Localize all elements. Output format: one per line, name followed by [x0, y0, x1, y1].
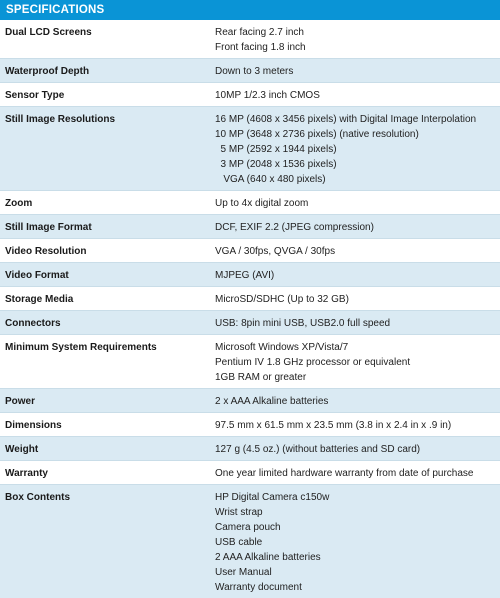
spec-row: [0, 191, 500, 215]
spec-value: 10MP 1/2.3 inch CMOS: [215, 90, 320, 101]
spec-value: 16 MP (4608 x 3456 pixels) with Digital Image Interpolation: [215, 114, 477, 125]
spec-values: [215, 442, 500, 457]
spec-values: [215, 466, 500, 481]
spec-value: Front facing 1.8 inch: [215, 42, 306, 53]
spec-row: [0, 461, 500, 485]
spec-value: USB cable: [215, 537, 263, 548]
spec-value: Down to 3 meters: [215, 66, 294, 77]
spec-value: Warranty document: [215, 582, 302, 593]
spec-row: [0, 311, 500, 335]
spec-row: [0, 485, 500, 598]
spec-values: [215, 418, 500, 433]
spec-values: [215, 340, 500, 385]
spec-value: Wrist strap: [215, 507, 263, 518]
spec-label: Still Image Format: [5, 222, 92, 233]
spec-values: [215, 316, 500, 331]
spec-row: [0, 215, 500, 239]
spec-value: 127 g (4.5 oz.) (without batteries and SD card): [215, 444, 421, 455]
spec-value: Camera pouch: [215, 522, 281, 533]
spec-value: User Manual: [215, 567, 272, 578]
spec-row: [0, 263, 500, 287]
spec-values: [215, 268, 500, 283]
spec-values: [215, 112, 500, 187]
spec-table: [0, 20, 500, 598]
spec-values: [215, 64, 500, 79]
spec-value: Pentium IV 1.8 GHz processor or equivalent: [215, 357, 411, 368]
spec-value: Microsoft Windows XP/Vista/7: [215, 342, 349, 353]
spec-label: Dimensions: [5, 420, 62, 431]
spec-value: DCF, EXIF 2.2 (JPEG compression): [215, 222, 374, 233]
spec-row: [0, 107, 500, 191]
spec-label: Sensor Type: [5, 90, 65, 101]
spec-value: 3 MP (2048 x 1536 pixels): [215, 159, 337, 170]
spec-values: [215, 220, 500, 235]
spec-row: [0, 335, 500, 389]
spec-value: 5 MP (2592 x 1944 pixels): [215, 144, 337, 155]
spec-values: [215, 490, 500, 595]
spec-row: [0, 59, 500, 83]
specifications-title: SPECIFICATIONS: [6, 4, 105, 16]
spec-label: Zoom: [5, 198, 33, 209]
spec-values: [215, 25, 500, 55]
spec-values: [215, 196, 500, 211]
spec-values: [215, 292, 500, 307]
spec-value: 2 x AAA Alkaline batteries: [215, 396, 329, 407]
spec-row: [0, 413, 500, 437]
spec-label: Waterproof Depth: [5, 66, 90, 77]
spec-value: MicroSD/SDHC (Up to 32 GB): [215, 294, 349, 305]
spec-label: Warranty: [5, 468, 48, 479]
spec-row: [0, 287, 500, 311]
spec-label: Minimum System Requirements: [5, 342, 157, 353]
spec-value: Rear facing 2.7 inch: [215, 27, 304, 38]
spec-value: 97.5 mm x 61.5 mm x 23.5 mm (3.8 in x 2.4 in x .9 in): [215, 420, 452, 431]
spec-label: Video Resolution: [5, 246, 87, 257]
spec-label: Connectors: [5, 318, 61, 329]
spec-row: [0, 389, 500, 413]
spec-row: [0, 83, 500, 107]
spec-value: Up to 4x digital zoom: [215, 198, 309, 209]
spec-value: 2 AAA Alkaline batteries: [215, 552, 321, 563]
specifications-header: [0, 0, 500, 20]
spec-label: Still Image Resolutions: [5, 114, 116, 125]
spec-label: Storage Media: [5, 294, 74, 305]
spec-value: One year limited hardware warranty from date of purchase: [215, 468, 474, 479]
spec-row: [0, 437, 500, 461]
spec-value: VGA (640 x 480 pixels): [215, 174, 326, 185]
spec-label: Weight: [5, 444, 39, 455]
spec-label: Power: [5, 396, 36, 407]
spec-value: MJPEG (AVI): [215, 270, 275, 281]
spec-label: Box Contents: [5, 492, 70, 503]
spec-value: 1GB RAM or greater: [215, 372, 307, 383]
spec-label: Video Format: [5, 270, 69, 281]
spec-value: USB: 8pin mini USB, USB2.0 full speed: [215, 318, 391, 329]
spec-row: [0, 239, 500, 263]
spec-value: VGA / 30fps, QVGA / 30fps: [215, 246, 336, 257]
spec-values: [215, 88, 500, 103]
spec-label: Dual LCD Screens: [5, 27, 92, 38]
spec-row: [0, 20, 500, 59]
spec-values: [215, 394, 500, 409]
spec-values: [215, 244, 500, 259]
spec-value: HP Digital Camera c150w: [215, 492, 330, 503]
spec-value: 10 MP (3648 x 2736 pixels) (native resolution): [215, 129, 419, 140]
